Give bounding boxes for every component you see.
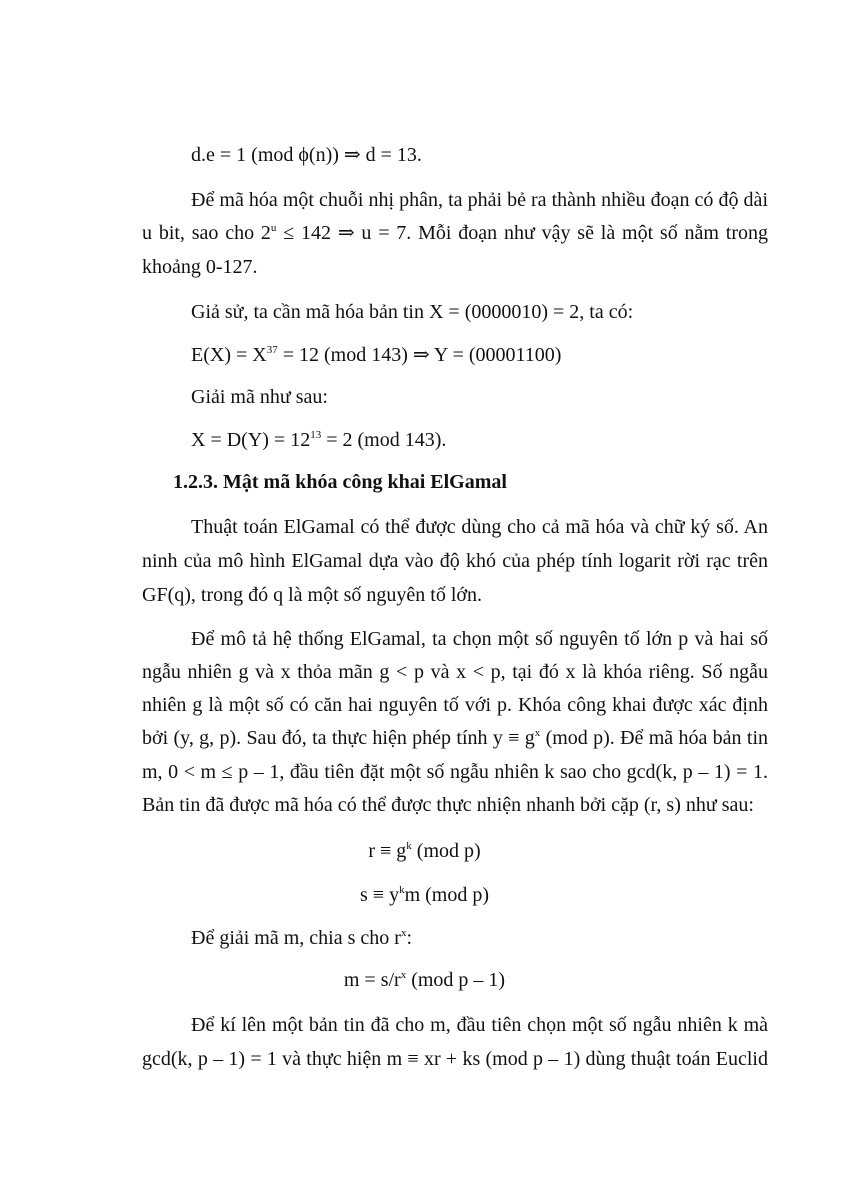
text-run: ≤ 142 ⇒ u = 7. Mỗi đoạn như vậy sẽ là một số nằm trong [276,222,768,244]
text-run: = 12 (mod 143) ⇒ Y = (00001100) [277,344,562,366]
paragraph-line: Để mã hóa một chuỗi nhị phân, ta phải bẻ ra thành nhiều đoạn có độ dài [191,189,768,211]
paragraph-line [142,220,768,249]
paragraph-line: Để kí lên một bản tin đã cho m, đầu tiên chọn một số ngẫu nhiên k mà [191,1014,768,1036]
paragraph-line [142,725,768,754]
text-run: (mod p) [411,840,481,862]
text-run: : [406,927,412,949]
paragraph-line: khoảng 0-127. [142,256,258,278]
text-run: bởi (y, g, p). Sau đó, ta thực hiện phép tính y ≡ g [142,727,535,749]
centered-equation [0,882,849,911]
text-run: X = D(Y) = 12 [191,429,311,451]
paragraph-line: ninh của mô hình ElGamal dựa vào độ khó của phép tính logarit rời rạc trên [142,550,768,572]
phi-symbol: ϕ [298,144,309,166]
superscript: x [534,727,541,739]
text-run: s ≡ y [360,884,400,906]
equation-line [191,342,561,371]
paragraph-line [191,925,412,954]
superscript: k [399,884,405,896]
text-run: d.e = 1 (mod [191,144,299,166]
equation-line [191,427,446,456]
section-heading: 1.2.3. Mật mã khóa công khai ElGamal [173,471,507,493]
paragraph-line: ngẫu nhiên g và x thỏa mãn g < p và x < p, tại đó x là khóa riêng. Số ngẫu [142,661,768,683]
text-run: m = s/r [343,969,401,991]
superscript: k [406,840,412,852]
paragraph-line: Bản tin đã được mã hóa có thể được thực nhiện nhanh bởi cặp (r, s) như sau: [142,794,754,816]
centered-equation [0,967,849,996]
text-run: r ≡ g [368,840,407,862]
superscript: x [400,969,407,981]
superscript: u [270,222,277,234]
paragraph-line: Để mô tả hệ thống ElGamal, ta chọn một số nguyên tố lớn p và hai số [191,628,768,650]
text-run: (mod p). Để mã hóa bản tin [540,727,768,749]
paragraph-line: m, 0 < m ≤ p – 1, đầu tiên đặt một số ngẫu nhiên k sao cho gcd(k, p – 1) = 1. [142,761,768,783]
paragraph-line: Giả sử, ta cần mã hóa bản tin X = (0000010) = 2, ta có: [191,301,634,323]
paragraph-line: Thuật toán ElGamal có thể được dùng cho cả mã hóa và chữ ký số. An [191,516,768,538]
superscript: 13 [310,429,322,441]
equation-line-de [191,142,422,168]
paragraph-line: GF(q), trong đó q là một số nguyên tố lớn. [142,584,482,606]
text-run: (mod p – 1) [406,969,506,991]
paragraph-line: Giải mã như sau: [191,386,328,408]
text-run: (n)) ⇒ d = 13. [308,144,422,166]
text-run: E(X) = X [191,344,267,366]
centered-equation [0,838,849,867]
text-run: u bit, sao cho 2 [142,222,271,244]
superscript: x [400,927,407,939]
text-run: Để giải mã m, chia s cho r [191,927,401,949]
text-run: = 2 (mod 143). [321,429,447,451]
text-run: m (mod p) [404,884,489,906]
paragraph-line: nhiên g là một số có căn hai nguyên tố với p. Khóa công khai được xác định [142,694,768,716]
paragraph-line: gcd(k, p – 1) = 1 và thực hiện m ≡ xr + ks (mod p – 1) dùng thuật toán Euclid [142,1048,768,1070]
superscript: 37 [266,344,278,356]
